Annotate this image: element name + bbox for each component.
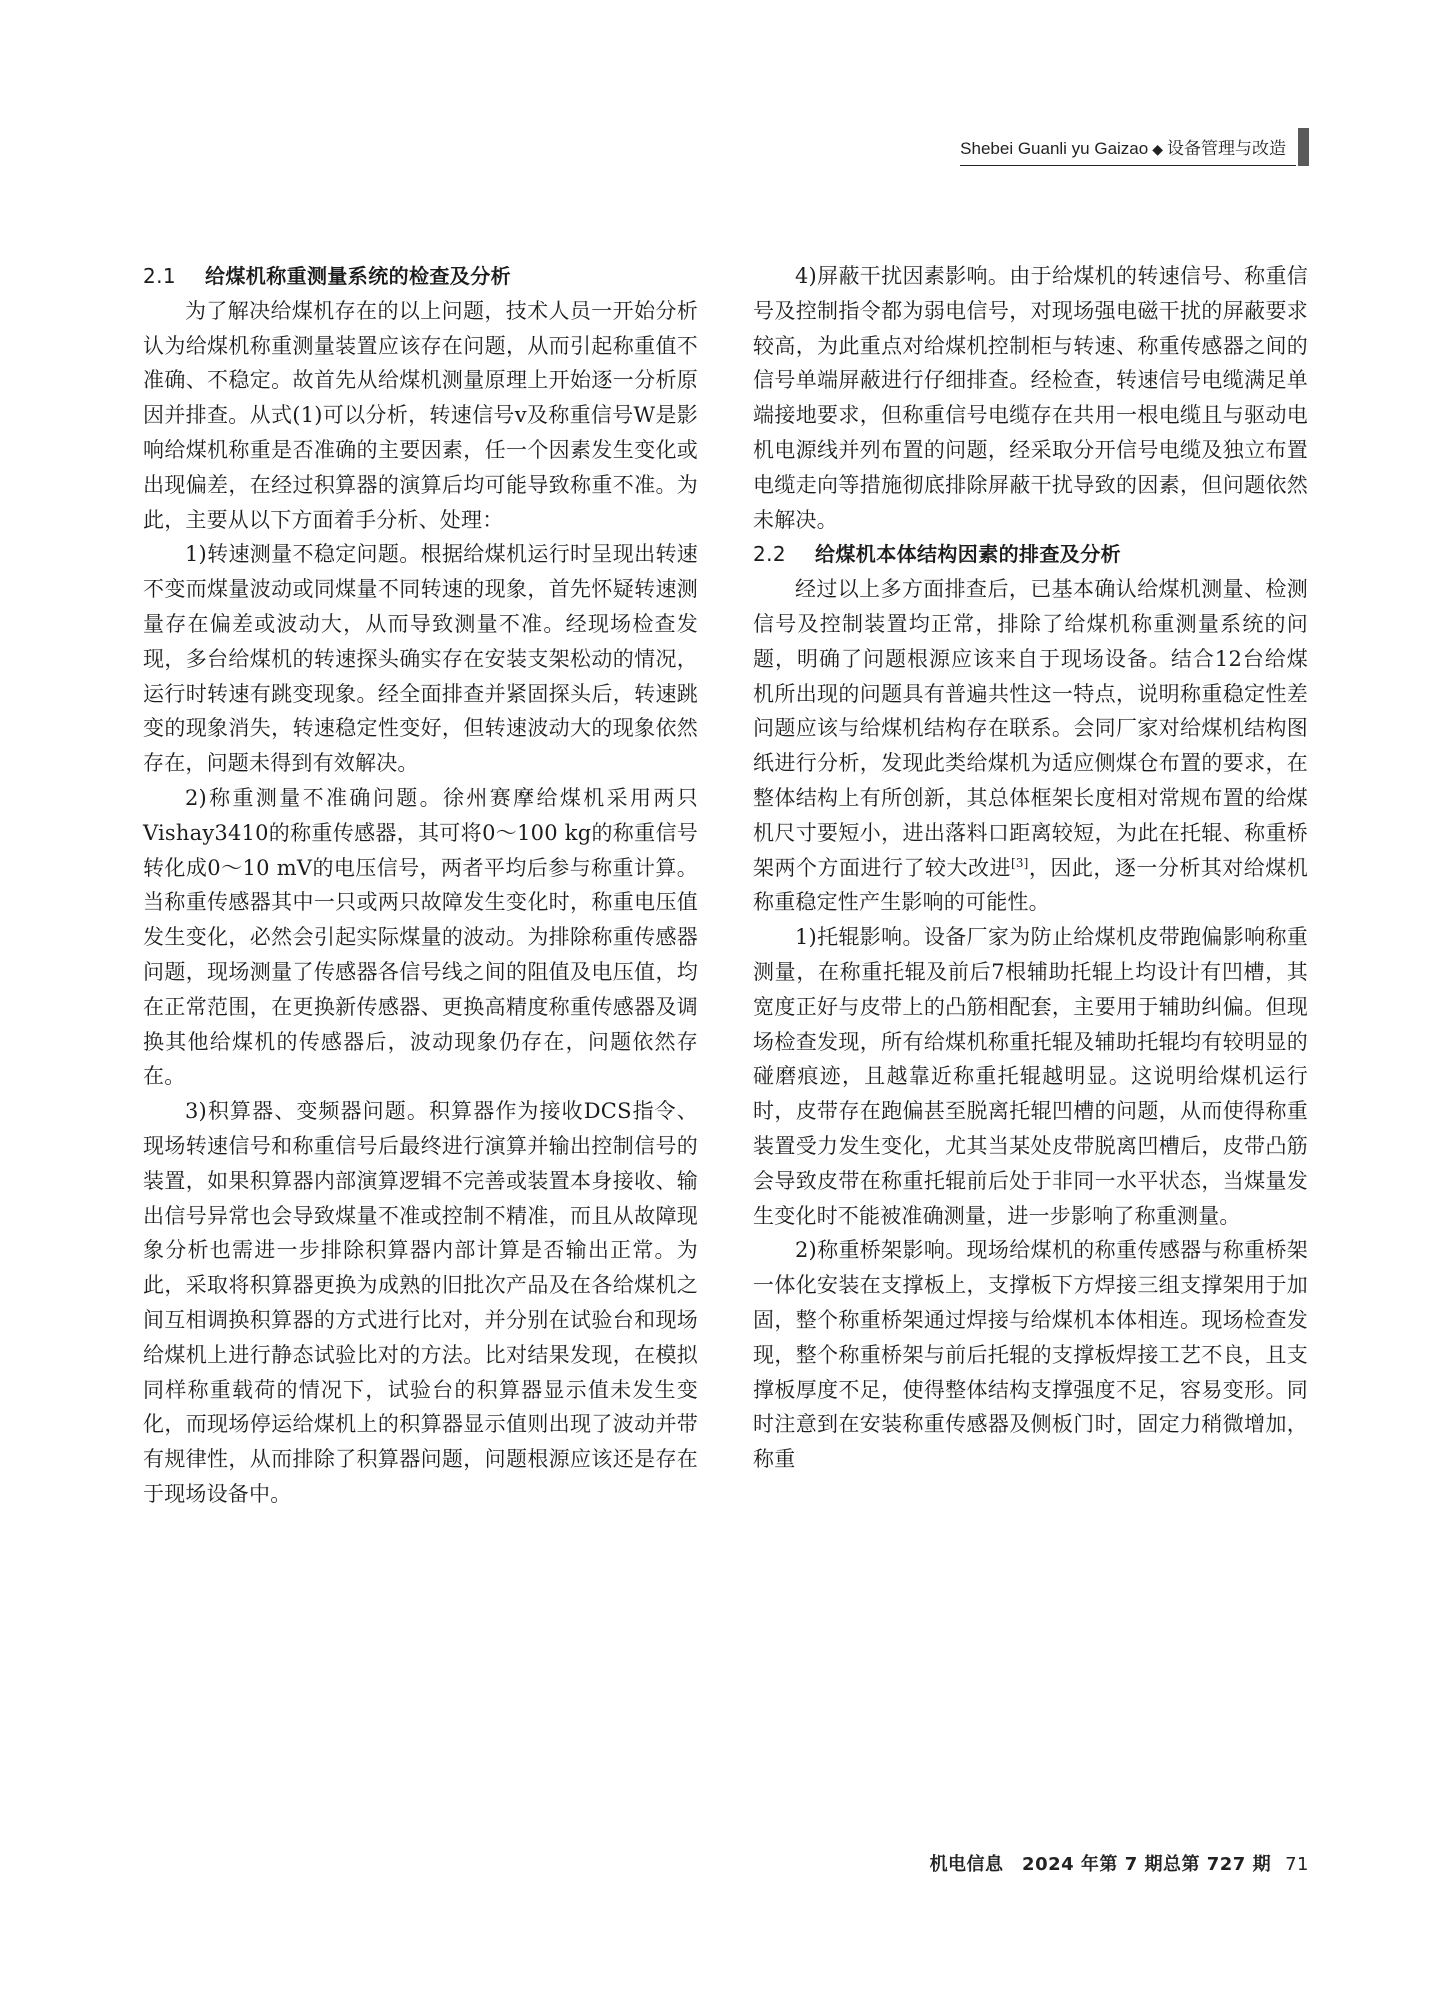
section-number: 2.2 [753, 542, 787, 567]
page-number: 71 [1285, 1854, 1309, 1875]
section-title: 给煤机称重测量系统的检查及分析 [205, 264, 511, 288]
paragraph-text: 经过以上多方面排查后，已基本确认给煤机测量、检测信号及控制装置均正常，排除了给煤机称重测量系统的问题，明确了问题根源应该来自于现场设备。结合12台给煤机所出现的问题具有普遍共性这一特点，说明称重稳定性差问题应该与给煤机结构存在联系。会同厂家对给煤机结构图纸进行分析，发现此类给煤机为适应侧煤仓布置的要求，在整体结构上有所创新，其总体框架长度相对常规布置的给煤机尺寸要短小，进出落料口距离较短，为此在托辊、称重桥架两个方面进行了较大改进 [753, 577, 1308, 880]
running-head [960, 128, 1309, 166]
section-title: 给煤机本体结构因素的排查及分析 [815, 542, 1121, 567]
paragraph: 2)称重桥架影响。现场给煤机的称重传感器与称重桥架一体化安装在支撑板上，支撑板下方焊接三组支撑架用于加固，整个称重桥架通过焊接与给煤机本体相连。现场检查发现，整个称重桥架与前后托辊的支撑板焊接工艺不良，且支撑板厚度不足，使得整体结构支撑强度不足，容易变形。同时注意到在安装称重传感器及侧板门时，固定力稍微增加，称重 [753, 1238, 1308, 1472]
paragraph: 2)称重测量不准确问题。徐州赛摩给煤机采用两只Vishay3410的称重传感器，其可将0～100 kg的称重信号转化成0～10 mV的电压信号，两者平均后参与称重计算。当称重传感器其中一只或两只故障发生变化时，称重电压值发生变化，必然会引起实际煤量的波动。为排除称重传感器问题，现场测量了传感器各信号线之间的阻值及电压值，均在正常范围，在更换新传感器、更换高精度称重传感器及调换其他给煤机的传感器后，波动现象仍存在，问题依然存在。 [143, 785, 698, 1089]
diamond-icon: ◆ [1152, 141, 1163, 157]
running-head-text [960, 128, 1296, 166]
right-column [753, 259, 1308, 1477]
left-column [143, 259, 698, 1512]
section-name: 设备管理与改造 [1167, 139, 1286, 158]
section-heading-2-2 [753, 537, 1308, 572]
paragraph [753, 572, 1308, 920]
section-number: 2.1 [143, 264, 177, 288]
paragraph: 3)积算器、变频器问题。积算器作为接收DCS指令、现场转速信号和称重信号后最终进行演算并输出控制信号的装置，如果积算器内部演算逻辑不完善或装置本身接收、输出信号异常也会导致煤量不准或控制不精准，而且从故障现象分析也需进一步排除积算器内部计算是否输出正常。为此，采取将积算器更换为成熟的旧批次产品及在各给煤机之间互相调换积算器的方式进行比对，并分别在试验台和现场给煤机上进行静态试验比对的方法。比对结果发现，在模拟同样称重载荷的情况下，试验台的积算器显示值未发生变化，而现场停运给煤机上的积算器显示值则出现了波动并带有规律性，从而排除了积算器问题，问题根源应该还是存在于现场设备中。 [143, 1099, 698, 1506]
paragraph: 1)转速测量不稳定问题。根据给煤机运行时呈现出转速不变而煤量波动或同煤量不同转速的现象，首先怀疑转速测量存在偏差或波动大，从而导致测量不准。经现场检查发现，多台给煤机的转速探头确实存在安装支架松动的情况，运行时转速有跳变现象。经全面排查并紧固探头后，转速跳变的现象消失，转速稳定性变好，但转速波动大的现象依然存在，问题未得到有效解决。 [143, 542, 698, 776]
paragraph: 为了解决给煤机存在的以上问题，技术人员一开始分析认为给煤机称重测量装置应该存在问题，从而引起称重值不准确、不稳定。故首先从给煤机测量原理上开始逐一分析原因并排查。从式(1)可以分析，转速信号v及称重信号W是影响给煤机称重是否准确的主要因素，任一个因素发生变化或出现偏差，在经过积算器的演算后均可能导致称重不准。为此，主要从以下方面着手分析、处理： [143, 298, 698, 532]
journal-pinyin: Shebei Guanli yu Gaizao [960, 139, 1149, 158]
footer-journal-issue: 机电信息 2024 年第 7 期总第 727 期 [929, 1854, 1272, 1875]
paragraph: 1)托辊影响。设备厂家为防止给煤机皮带跑偏影响称重测量，在称重托辊及前后7根辅助托辊上均设计有凹槽，其宽度正好与皮带上的凸筋相配套，主要用于辅助纠偏。但现场检查发现，所有给煤机称重托辊及辅助托辊均有较明显的碰磨痕迹，且越靠近称重托辊越明显。这说明给煤机运行时，皮带存在跑偏甚至脱离托辊凹槽的问题，从而使得称重装置受力发生变化，尤其当某处皮带脱离凹槽后，皮带凸筋会导致皮带在称重托辊前后处于非同一水平状态，当煤量发生变化时不能被准确测量，进一步影响了称重测量。 [753, 925, 1308, 1228]
paragraph-text: ，因此，逐一分析其对给煤机称重稳定性产生影响的可能性。 [753, 855, 1308, 915]
citation-ref[interactable]: [3] [1010, 855, 1029, 870]
section-heading-2-1 [143, 259, 698, 294]
paragraph: 4)屏蔽干扰因素影响。由于给煤机的转速信号、称重信号及控制指令都为弱电信号，对现场强电磁干扰的屏蔽要求较高，为此重点对给煤机控制柜与转速、称重传感器之间的信号单端屏蔽进行仔细排查。经检查，转速信号电缆满足单端接地要求，但称重信号电缆存在共用一根电缆且与驱动电机电源线并列布置的问题，经采取分开信号电缆及独立布置电缆走向等措施彻底排除屏蔽干扰导致的因素，但问题依然未解决。 [753, 264, 1308, 532]
page-footer [930, 1850, 1309, 1876]
header-bar-decoration [1298, 128, 1309, 166]
